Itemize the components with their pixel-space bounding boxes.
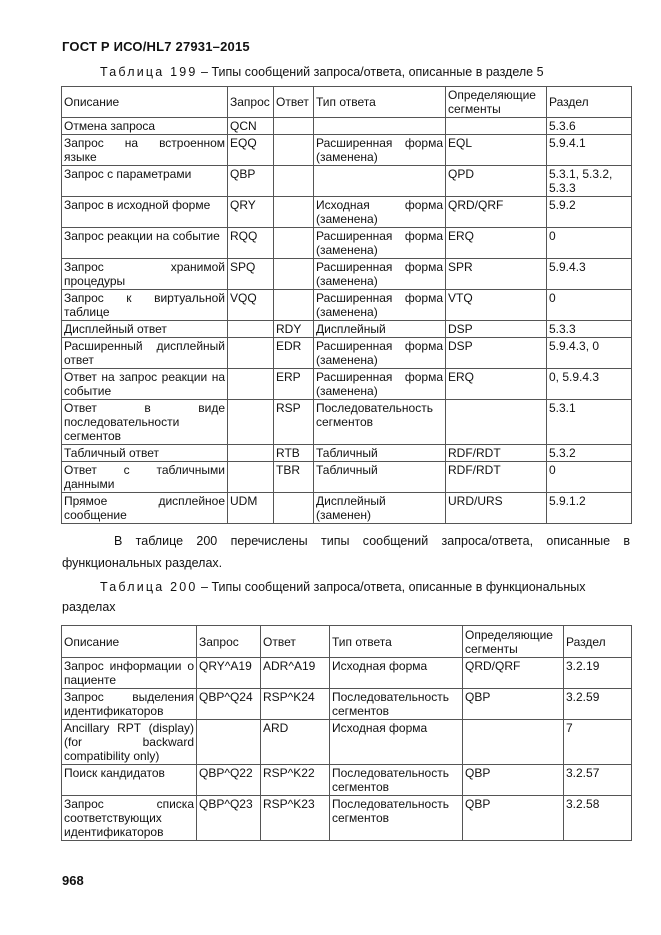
table-cell: QRY^A19	[197, 658, 261, 689]
t200-header-2: Ответ	[261, 626, 330, 658]
table-cell: Запрос с параметрами	[62, 166, 228, 197]
table-cell	[197, 720, 261, 765]
table-cell: QRD/QRF	[446, 197, 547, 228]
table-cell	[228, 338, 274, 369]
table-cell: Прямое дисплейное сообщение	[62, 493, 228, 524]
t200-header-5: Раздел	[564, 626, 632, 658]
table-row	[62, 445, 632, 462]
table-row	[62, 369, 632, 400]
table-cell: 3.2.58	[564, 796, 632, 841]
table-cell: Запрос информации о пациенте	[62, 658, 197, 689]
table-row	[62, 228, 632, 259]
t199-header-3: Тип ответа	[314, 87, 446, 118]
table-cell: UDM	[228, 493, 274, 524]
table-cell: QRD/QRF	[463, 658, 564, 689]
table-cell: DSP	[446, 338, 547, 369]
table-cell: Последовательность сегментов	[330, 765, 463, 796]
table-cell	[274, 228, 314, 259]
table-cell: 5.9.1.2	[547, 493, 632, 524]
table-row	[62, 118, 632, 135]
table-199	[61, 86, 632, 524]
table-row	[62, 765, 632, 796]
table-cell	[228, 462, 274, 493]
table-cell: QBP^Q22	[197, 765, 261, 796]
table-cell: EDR	[274, 338, 314, 369]
table-cell: ADR^A19	[261, 658, 330, 689]
table-cell: Расширенная форма (заменена)	[314, 290, 446, 321]
table-row	[62, 658, 632, 689]
table-199-caption-lead: Таблица 199	[100, 65, 198, 79]
table-row	[62, 493, 632, 524]
table-200-caption	[62, 577, 630, 617]
table-cell: Ответ в виде последовательности сегментов	[62, 400, 228, 445]
table-row	[62, 197, 632, 228]
table-cell: Запрос на встроенном языке	[62, 135, 228, 166]
table-row	[62, 720, 632, 765]
table-cell: RSP	[274, 400, 314, 445]
table-cell	[274, 135, 314, 166]
table-cell: Дисплейный (заменен)	[314, 493, 446, 524]
document-header: ГОСТ Р ИСО/HL7 27931–2015	[62, 39, 250, 54]
table-cell	[228, 369, 274, 400]
table-cell	[446, 118, 547, 135]
table-cell: QBP^Q23	[197, 796, 261, 841]
table-cell: DSP	[446, 321, 547, 338]
table-cell: Табличный ответ	[62, 445, 228, 462]
table-cell	[314, 118, 446, 135]
table-199-caption-text: – Типы сообщений запроса/ответа, описанные в разделе 5	[197, 65, 544, 79]
table-cell: Отмена запроса	[62, 118, 228, 135]
t199-header-0: Описание	[62, 87, 228, 118]
table-cell: RSP^K22	[261, 765, 330, 796]
table-cell	[463, 720, 564, 765]
table-cell: 5.9.4.3	[547, 259, 632, 290]
table-cell: RDF/RDT	[446, 462, 547, 493]
table-cell: RDY	[274, 321, 314, 338]
table-cell: Запрос выделения идентификаторов	[62, 689, 197, 720]
table-cell: Расширенная форма (заменена)	[314, 369, 446, 400]
table-cell: 5.3.1	[547, 400, 632, 445]
table-cell: 3.2.19	[564, 658, 632, 689]
t200-header-0: Описание	[62, 626, 197, 658]
table-cell: ARD	[261, 720, 330, 765]
table-cell: Запрос списка соответствующих идентификаторов	[62, 796, 197, 841]
page-number: 968	[62, 873, 84, 888]
table-cell: Запрос хранимой процедуры	[62, 259, 228, 290]
table-cell: QRY	[228, 197, 274, 228]
table-cell: QCN	[228, 118, 274, 135]
table-cell: Запрос реакции на событие	[62, 228, 228, 259]
table-cell: Расширенная форма (заменена)	[314, 259, 446, 290]
table-cell: QBP	[228, 166, 274, 197]
table-cell: URD/URS	[446, 493, 547, 524]
table-cell: Ancillary RPT (display) (for backward compatibility only)	[62, 720, 197, 765]
table-cell: 7	[564, 720, 632, 765]
t199-header-1: Запрос	[228, 87, 274, 118]
intro-paragraph	[62, 530, 630, 574]
table-cell: EQL	[446, 135, 547, 166]
table-cell: Табличный	[314, 462, 446, 493]
table-cell	[228, 321, 274, 338]
table-cell: Расширенная форма (заменена)	[314, 228, 446, 259]
table-cell: Ответ с табличными данными	[62, 462, 228, 493]
table-cell	[228, 445, 274, 462]
table-cell: Расширенная форма (заменена)	[314, 135, 446, 166]
table-cell	[274, 197, 314, 228]
table-cell: Исходная форма	[330, 720, 463, 765]
table-cell: 0	[547, 290, 632, 321]
table-cell: RQQ	[228, 228, 274, 259]
table-cell: RDF/RDT	[446, 445, 547, 462]
t199-header-4: Определяющие сегменты	[446, 87, 547, 118]
table-cell: 5.3.6	[547, 118, 632, 135]
table-cell	[274, 118, 314, 135]
table-cell: Последовательность сегментов	[330, 796, 463, 841]
table-row	[62, 338, 632, 369]
table-row	[62, 259, 632, 290]
table-row	[62, 400, 632, 445]
table-row	[62, 135, 632, 166]
table-cell: 5.9.4.3, 0	[547, 338, 632, 369]
table-cell: ERQ	[446, 369, 547, 400]
table-row	[62, 462, 632, 493]
table-cell: EQQ	[228, 135, 274, 166]
t200-header-1: Запрос	[197, 626, 261, 658]
table-cell	[274, 166, 314, 197]
table-row	[62, 796, 632, 841]
table-cell: RSP^K24	[261, 689, 330, 720]
table-cell: QBP	[463, 689, 564, 720]
table-cell	[228, 400, 274, 445]
table-cell: 5.9.2	[547, 197, 632, 228]
table-200	[61, 625, 632, 841]
table-cell: 5.3.3	[547, 321, 632, 338]
table-cell: 3.2.57	[564, 765, 632, 796]
table-cell: QPD	[446, 166, 547, 197]
table-cell: Запрос к виртуальной таблице	[62, 290, 228, 321]
table-cell: QBP	[463, 765, 564, 796]
table-cell: SPR	[446, 259, 547, 290]
table-cell: VQQ	[228, 290, 274, 321]
table-cell: 0, 5.9.4.3	[547, 369, 632, 400]
table-cell: TBR	[274, 462, 314, 493]
table-cell: 0	[547, 462, 632, 493]
table-cell: Дисплейный	[314, 321, 446, 338]
table-cell: VTQ	[446, 290, 547, 321]
table-cell: 5.3.2	[547, 445, 632, 462]
table-cell: 3.2.59	[564, 689, 632, 720]
table-199-caption	[62, 62, 630, 82]
t199-header-5: Раздел	[547, 87, 632, 118]
table-row	[62, 290, 632, 321]
table-cell: Исходная форма	[330, 658, 463, 689]
table-cell: RSP^K23	[261, 796, 330, 841]
table-cell: 0	[547, 228, 632, 259]
t199-header-2: Ответ	[274, 87, 314, 118]
table-cell: RTB	[274, 445, 314, 462]
t200-header-4: Определяющие сегменты	[463, 626, 564, 658]
table-cell: SPQ	[228, 259, 274, 290]
table-cell	[314, 166, 446, 197]
table-cell: 5.3.1, 5.3.2, 5.3.3	[547, 166, 632, 197]
table-row	[62, 689, 632, 720]
table-cell: QBP^Q24	[197, 689, 261, 720]
table-row	[62, 321, 632, 338]
table-cell: Расширенная форма (заменена)	[314, 338, 446, 369]
table-cell: Последовательность сегментов	[314, 400, 446, 445]
table-cell: Поиск кандидатов	[62, 765, 197, 796]
table-200-caption-text: – Типы сообщений запроса/ответа, описанные в функциональных разделах	[62, 580, 586, 614]
table-cell	[274, 493, 314, 524]
table-cell	[274, 290, 314, 321]
table-cell: Последовательность сегментов	[330, 689, 463, 720]
table-cell	[274, 259, 314, 290]
table-cell: ERP	[274, 369, 314, 400]
table-cell: Исходная форма (заменена)	[314, 197, 446, 228]
t200-header-3: Тип ответа	[330, 626, 463, 658]
table-cell: ERQ	[446, 228, 547, 259]
table-cell: Расширенный дисплейный ответ	[62, 338, 228, 369]
table-cell: Дисплейный ответ	[62, 321, 228, 338]
table-cell: Табличный	[314, 445, 446, 462]
intro-paragraph-text: В таблице 200 перечислены типы сообщений запроса/ответа, описанные в функциональных разделах.	[62, 534, 630, 570]
table-cell: Запрос в исходной форме	[62, 197, 228, 228]
table-cell	[446, 400, 547, 445]
table-row	[62, 166, 632, 197]
table-cell: 5.9.4.1	[547, 135, 632, 166]
table-cell: QBP	[463, 796, 564, 841]
table-cell: Ответ на запрос реакции на событие	[62, 369, 228, 400]
table-200-caption-lead: Таблица 200	[100, 580, 198, 594]
